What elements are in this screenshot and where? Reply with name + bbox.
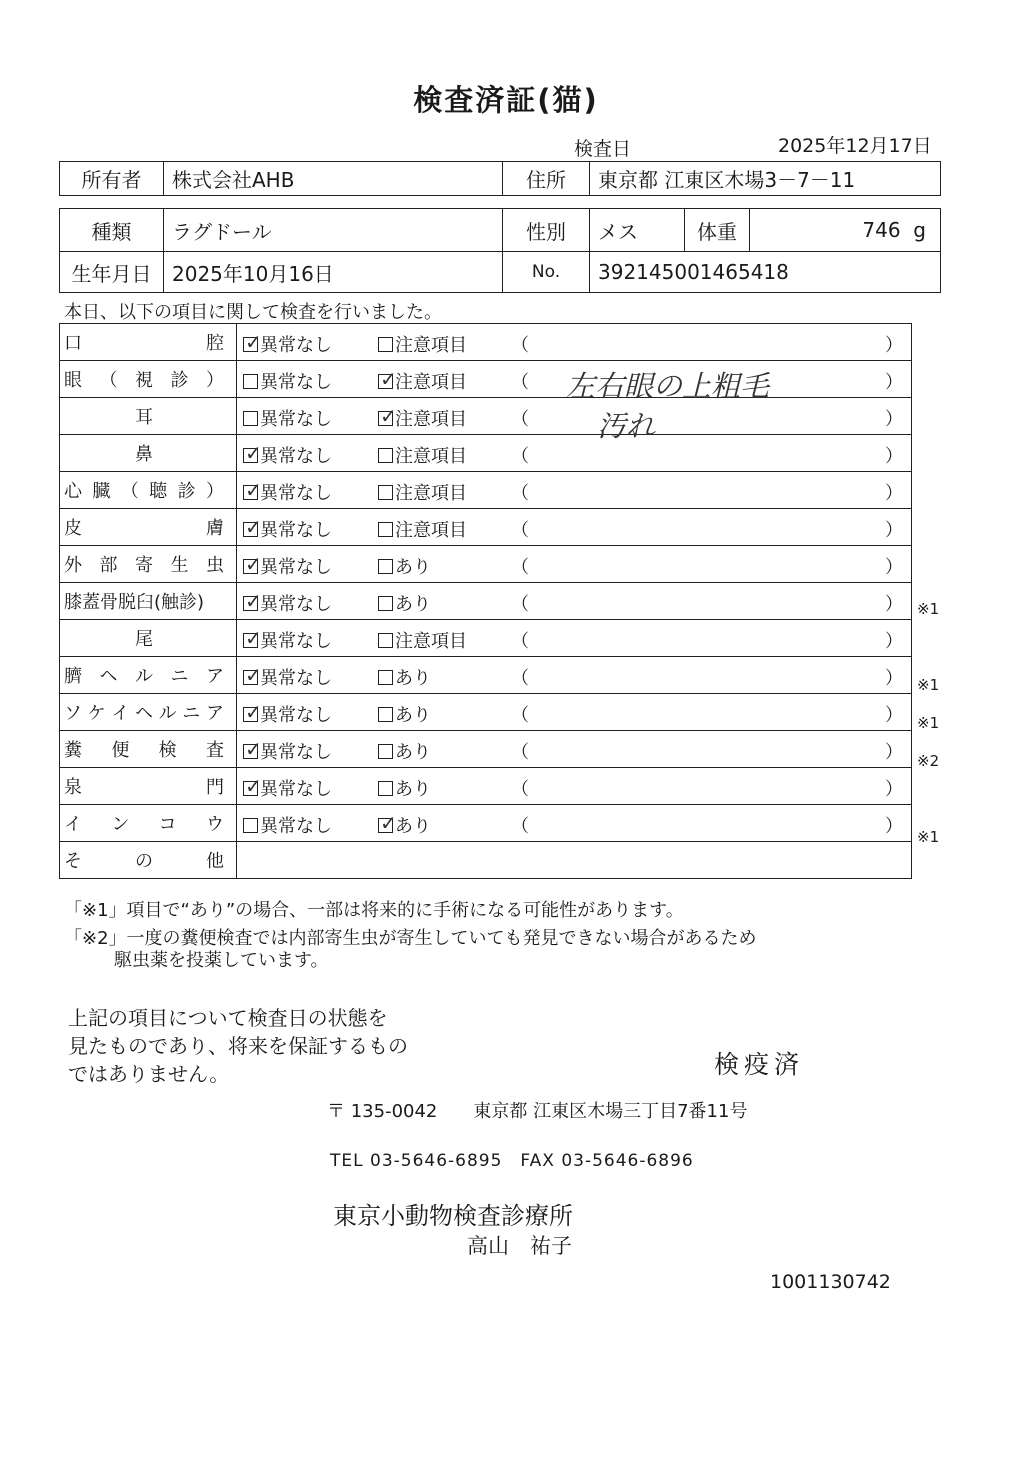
exam-item-name bbox=[60, 472, 237, 509]
option-label: 異常なし bbox=[260, 816, 332, 837]
address-label: 住所 bbox=[503, 162, 590, 196]
disclaimer-line: 見たものであり、将来を保証するもの bbox=[68, 1034, 408, 1058]
checkbox[interactable] bbox=[243, 737, 262, 761]
option-label: 異常なし bbox=[260, 520, 332, 541]
exam-result-cell bbox=[237, 694, 912, 731]
option-label: 注意項目 bbox=[395, 631, 467, 652]
weight-label: 体重 bbox=[685, 209, 750, 252]
serial-number: 1001130742 bbox=[770, 1271, 891, 1293]
exam-result-cell bbox=[237, 731, 912, 768]
checkbox[interactable] bbox=[243, 374, 258, 389]
paren-close: ） bbox=[885, 742, 903, 763]
row-footnote-mark: ※1 bbox=[917, 600, 940, 618]
paren-close: ） bbox=[885, 594, 903, 615]
finding-option[interactable] bbox=[378, 516, 467, 542]
other-label: そ の 他 bbox=[64, 851, 224, 872]
finding-option[interactable] bbox=[378, 590, 431, 616]
check-mark-icon: ✓ bbox=[380, 367, 397, 391]
no-abnormality-option[interactable] bbox=[243, 442, 332, 468]
owner-table bbox=[59, 161, 941, 196]
checkbox[interactable] bbox=[378, 670, 393, 685]
option-label: 異常なし bbox=[260, 668, 332, 689]
address-value: 東京都 江東区木場3－7－11 bbox=[590, 162, 941, 196]
exam-item-label: 臍 ヘ ル ニ ア bbox=[64, 666, 224, 687]
check-mark-icon: ✓ bbox=[245, 626, 262, 650]
paren-close: ） bbox=[885, 631, 903, 652]
exam-row-other bbox=[60, 842, 912, 879]
option-label: 注意項目 bbox=[395, 409, 467, 430]
exam-row bbox=[60, 435, 912, 472]
option-label: 異常なし bbox=[260, 594, 332, 615]
checkbox[interactable] bbox=[243, 700, 262, 724]
checkbox[interactable] bbox=[243, 515, 262, 539]
paren-open: （ bbox=[511, 557, 529, 578]
exam-row bbox=[60, 583, 912, 620]
finding-option[interactable] bbox=[378, 479, 467, 505]
option-label: 異常なし bbox=[260, 409, 332, 430]
exam-item-name bbox=[60, 324, 237, 361]
checkbox[interactable] bbox=[243, 818, 258, 833]
option-label: あり bbox=[395, 779, 431, 800]
intro-text: 本日、以下の項目に関して検査を行いました。 bbox=[64, 302, 442, 323]
checkbox[interactable] bbox=[378, 522, 393, 537]
option-label: 異常なし bbox=[260, 483, 332, 504]
footnote-3: 駆虫薬を投薬しています。 bbox=[114, 950, 329, 971]
weight-value-cell bbox=[750, 209, 941, 252]
checkbox[interactable] bbox=[243, 330, 262, 354]
checkbox[interactable] bbox=[378, 448, 393, 463]
row-footnote-mark: ※1 bbox=[917, 676, 940, 694]
paren-close: ） bbox=[885, 705, 903, 726]
option-label: あり bbox=[395, 705, 431, 726]
check-mark-icon: ✓ bbox=[245, 552, 262, 576]
exam-item-name bbox=[60, 398, 237, 435]
finding-option[interactable] bbox=[378, 627, 467, 653]
no-abnormality-option[interactable] bbox=[243, 812, 332, 838]
kind-label: 種類 bbox=[60, 209, 164, 252]
check-mark-icon: ✓ bbox=[245, 774, 262, 798]
option-label: 異常なし bbox=[260, 705, 332, 726]
option-label: 異常なし bbox=[260, 335, 332, 356]
exam-row bbox=[60, 546, 912, 583]
checkbox[interactable] bbox=[378, 404, 397, 428]
checkbox[interactable] bbox=[243, 626, 262, 650]
sex-value: メス bbox=[590, 209, 685, 252]
clinic-name: 東京小動物検査診療所 bbox=[333, 1202, 573, 1230]
handwritten-note-ear: 汚れ bbox=[597, 409, 656, 443]
checkbox[interactable] bbox=[378, 633, 393, 648]
checkbox[interactable] bbox=[378, 337, 393, 352]
no-abnormality-option[interactable] bbox=[243, 368, 332, 394]
exam-result-cell bbox=[237, 805, 912, 842]
exam-row bbox=[60, 694, 912, 731]
checkbox[interactable] bbox=[378, 596, 393, 611]
checkbox[interactable] bbox=[378, 781, 393, 796]
tel-fax: TEL 03-5646-6895 FAX 03-5646-6896 bbox=[330, 1151, 694, 1171]
check-mark-icon: ✓ bbox=[245, 700, 262, 724]
exam-date: 2025年12月17日 bbox=[778, 135, 932, 157]
no-abnormality-option[interactable] bbox=[243, 405, 332, 431]
disclaimer bbox=[68, 1004, 408, 1088]
disclaimer-line: ではありません。 bbox=[68, 1062, 230, 1086]
inspected-stamp: 検疫済 bbox=[714, 1050, 805, 1079]
exam-item-label: イ ン コ ウ bbox=[64, 814, 224, 835]
exam-item-label: 心 臓 （ 聴 診 ） bbox=[64, 481, 224, 502]
checkbox[interactable] bbox=[243, 774, 262, 798]
number-label: No. bbox=[503, 252, 590, 293]
exam-item-label: 眼 （ 視 診 ） bbox=[64, 370, 224, 391]
postal-address: 〒 135-0042 東京都 江東区木場三丁目7番11号 bbox=[327, 1101, 748, 1122]
paren-open: （ bbox=[511, 631, 529, 652]
weight-unit: g bbox=[913, 218, 926, 242]
option-label: 異常なし bbox=[260, 779, 332, 800]
finding-option[interactable] bbox=[378, 812, 431, 838]
no-abnormality-option[interactable] bbox=[243, 701, 332, 727]
option-label: 異常なし bbox=[260, 372, 332, 393]
exam-item-label: 耳 bbox=[135, 407, 153, 428]
paren-open: （ bbox=[511, 520, 529, 541]
vet-name: 高山 祐子 bbox=[467, 1234, 572, 1258]
paren-close: ） bbox=[885, 446, 903, 467]
paren-open: （ bbox=[511, 335, 529, 356]
no-abnormality-option[interactable] bbox=[243, 775, 332, 801]
exam-row bbox=[60, 620, 912, 657]
handwritten-note-eye: 左右眼の上粗毛 bbox=[566, 369, 770, 403]
exam-item-name bbox=[60, 768, 237, 805]
exam-date-label: 検査日 bbox=[574, 138, 632, 160]
exam-item-name bbox=[60, 509, 237, 546]
exam-item-label: 膝蓋骨脱臼(触診) bbox=[64, 592, 205, 613]
checkbox[interactable] bbox=[378, 811, 397, 835]
exam-result-cell bbox=[237, 768, 912, 805]
paren-close: ） bbox=[885, 668, 903, 689]
finding-option[interactable] bbox=[378, 553, 431, 579]
number-value: 392145001465418 bbox=[590, 252, 941, 293]
finding-option[interactable] bbox=[378, 738, 431, 764]
no-abnormality-option[interactable] bbox=[243, 664, 332, 690]
exam-row bbox=[60, 731, 912, 768]
exam-result-cell bbox=[237, 509, 912, 546]
exam-row bbox=[60, 805, 912, 842]
finding-option[interactable] bbox=[378, 775, 431, 801]
checkbox[interactable] bbox=[243, 441, 262, 465]
check-mark-icon: ✓ bbox=[245, 663, 262, 687]
exam-item-name bbox=[60, 620, 237, 657]
sex-label: 性別 bbox=[503, 209, 590, 252]
row-footnote-mark: ※2 bbox=[917, 752, 940, 770]
exam-result-cell bbox=[237, 324, 912, 361]
paren-open: （ bbox=[511, 372, 529, 393]
exam-row bbox=[60, 324, 912, 361]
option-label: あり bbox=[395, 742, 431, 763]
finding-option[interactable] bbox=[378, 405, 467, 431]
checkbox[interactable] bbox=[378, 485, 393, 500]
exam-row bbox=[60, 472, 912, 509]
weight-value: 746 bbox=[862, 218, 901, 242]
owner-label: 所有者 bbox=[60, 162, 164, 196]
exam-result-cell bbox=[237, 546, 912, 583]
exam-table bbox=[59, 323, 912, 879]
no-abnormality-option[interactable] bbox=[243, 738, 332, 764]
exam-item-label: 鼻 bbox=[135, 444, 153, 465]
paren-close: ） bbox=[885, 335, 903, 356]
exam-row bbox=[60, 768, 912, 805]
footnote-2: 「※2」一度の糞便検査では内部寄生虫が寄生していても発見できない場合があるため bbox=[64, 928, 757, 949]
exam-item-name bbox=[60, 546, 237, 583]
exam-item-name bbox=[60, 435, 237, 472]
paren-open: （ bbox=[511, 705, 529, 726]
paren-open: （ bbox=[511, 594, 529, 615]
check-mark-icon: ✓ bbox=[245, 589, 262, 613]
paren-close: ） bbox=[885, 372, 903, 393]
exam-item-label: 泉 門 bbox=[64, 777, 224, 798]
paren-close: ） bbox=[885, 779, 903, 800]
check-mark-icon: ✓ bbox=[245, 515, 262, 539]
option-label: あり bbox=[395, 816, 431, 837]
exam-item-name bbox=[60, 694, 237, 731]
footnote-1: 「※1」項目で“あり”の場合、一部は将来的に手術になる可能性があります。 bbox=[64, 900, 684, 921]
checkbox[interactable] bbox=[243, 411, 258, 426]
exam-row bbox=[60, 509, 912, 546]
paren-open: （ bbox=[511, 742, 529, 763]
finding-option[interactable] bbox=[378, 368, 467, 394]
paren-open: （ bbox=[511, 668, 529, 689]
exam-item-label: 外 部 寄 生 虫 bbox=[64, 555, 224, 576]
option-label: あり bbox=[395, 668, 431, 689]
exam-item-name bbox=[60, 805, 237, 842]
option-label: 注意項目 bbox=[395, 483, 467, 504]
animal-table bbox=[59, 208, 941, 293]
owner-value: 株式会社AHB bbox=[164, 162, 503, 196]
exam-row bbox=[60, 361, 912, 398]
paren-open: （ bbox=[511, 409, 529, 430]
exam-item-label: 皮 膚 bbox=[64, 518, 224, 539]
option-label: 注意項目 bbox=[395, 446, 467, 467]
option-label: あり bbox=[395, 594, 431, 615]
birth-label: 生年月日 bbox=[60, 252, 164, 293]
option-label: 異常なし bbox=[260, 742, 332, 763]
exam-item-name bbox=[60, 361, 237, 398]
paren-open: （ bbox=[511, 779, 529, 800]
exam-row bbox=[60, 657, 912, 694]
other-label-cell bbox=[60, 842, 237, 879]
row-footnote-mark: ※1 bbox=[917, 828, 940, 846]
paren-open: （ bbox=[511, 816, 529, 837]
disclaimer-line: 上記の項目について検査日の状態を bbox=[68, 1006, 388, 1030]
checkbox[interactable] bbox=[243, 663, 262, 687]
option-label: あり bbox=[395, 557, 431, 578]
finding-option[interactable] bbox=[378, 442, 467, 468]
paren-close: ） bbox=[885, 816, 903, 837]
option-label: 注意項目 bbox=[395, 335, 467, 356]
exam-item-label: 糞 便 検 査 bbox=[64, 740, 224, 761]
no-abnormality-option[interactable] bbox=[243, 479, 332, 505]
paren-close: ） bbox=[885, 557, 903, 578]
finding-option[interactable] bbox=[378, 664, 431, 690]
checkbox[interactable] bbox=[243, 478, 262, 502]
check-mark-icon: ✓ bbox=[245, 330, 262, 354]
paren-close: ） bbox=[885, 483, 903, 504]
checkbox[interactable] bbox=[243, 552, 262, 576]
checkbox[interactable] bbox=[378, 707, 393, 722]
paren-close: ） bbox=[885, 520, 903, 541]
exam-item-label: ソ ケ イ ヘ ル ニ ア bbox=[64, 703, 224, 724]
birth-value: 2025年10月16日 bbox=[164, 252, 503, 293]
check-mark-icon: ✓ bbox=[380, 811, 397, 835]
paren-open: （ bbox=[511, 446, 529, 467]
exam-item-name bbox=[60, 731, 237, 768]
paren-open: （ bbox=[511, 483, 529, 504]
exam-result-cell bbox=[237, 657, 912, 694]
document-title: 検査済証(猫) bbox=[413, 83, 599, 117]
checkbox[interactable] bbox=[378, 367, 397, 391]
checkbox[interactable] bbox=[378, 744, 393, 759]
no-abnormality-option[interactable] bbox=[243, 553, 332, 579]
check-mark-icon: ✓ bbox=[245, 478, 262, 502]
exam-item-label: 口 腔 bbox=[64, 333, 224, 354]
exam-item-label: 尾 bbox=[135, 629, 153, 650]
exam-item-name bbox=[60, 583, 237, 620]
checkbox[interactable] bbox=[378, 559, 393, 574]
option-label: 注意項目 bbox=[395, 520, 467, 541]
checkbox[interactable] bbox=[243, 589, 262, 613]
no-abnormality-option[interactable] bbox=[243, 516, 332, 542]
row-footnote-mark: ※1 bbox=[917, 714, 940, 732]
kind-value: ラグドール bbox=[164, 209, 503, 252]
check-mark-icon: ✓ bbox=[245, 441, 262, 465]
check-mark-icon: ✓ bbox=[245, 737, 262, 761]
no-abnormality-option[interactable] bbox=[243, 590, 332, 616]
exam-result-cell bbox=[237, 583, 912, 620]
other-field[interactable] bbox=[237, 842, 912, 879]
option-label: 異常なし bbox=[260, 631, 332, 652]
exam-item-name bbox=[60, 657, 237, 694]
option-label: 注意項目 bbox=[395, 372, 467, 393]
exam-result-cell bbox=[237, 435, 912, 472]
exam-result-cell bbox=[237, 472, 912, 509]
finding-option[interactable] bbox=[378, 331, 467, 357]
option-label: 異常なし bbox=[260, 446, 332, 467]
exam-row bbox=[60, 398, 912, 435]
finding-option[interactable] bbox=[378, 701, 431, 727]
check-mark-icon: ✓ bbox=[380, 404, 397, 428]
option-label: 異常なし bbox=[260, 557, 332, 578]
no-abnormality-option[interactable] bbox=[243, 627, 332, 653]
no-abnormality-option[interactable] bbox=[243, 331, 332, 357]
exam-result-cell bbox=[237, 620, 912, 657]
paren-close: ） bbox=[885, 409, 903, 430]
